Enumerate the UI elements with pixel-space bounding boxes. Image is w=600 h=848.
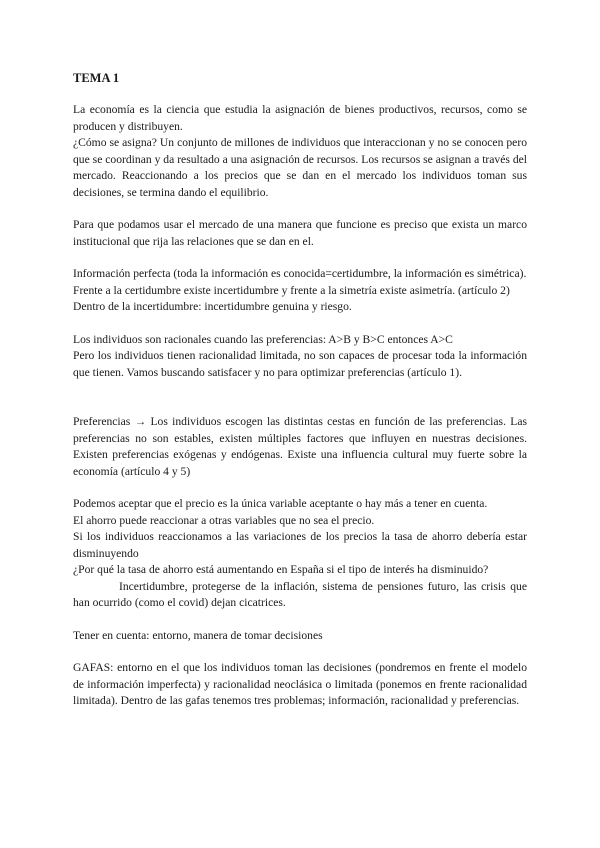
spacer bbox=[73, 612, 527, 628]
paragraph-incertidumbre-asimetria: Frente a la certidumbre existe incertidumbre y frente a la simetría existe asimetría. (artículo 2) bbox=[73, 283, 510, 297]
document-title: TEMA 1 bbox=[73, 71, 120, 85]
spacer bbox=[73, 644, 527, 660]
paragraph-como-se-asigna: ¿Cómo se asigna? Un conjunto de millones de individuos que interaccionan y no se conocen pero que se coordinan y da resultado a una asignación de recursos. Los recursos se asignan a través del mercado. Reaccionando a los precios que se dan en el mercado los individuos toman sus decisiones, se termina dando el equilibrio. bbox=[73, 136, 527, 199]
paragraph-economia-definicion: La economía es la ciencia que estudia la asignación de bienes productivos, recursos, como se producen y distribuyen. bbox=[73, 103, 527, 133]
paragraph-gafas: GAFAS: entorno en el que los individuos toman las decisiones (pondremos en frente el modelo de información imperfecta) y racionalidad neoclásica o limitada (ponemos en frente racionalidad limitada). Dentro de las gafas tenemos tres problemas; información, racionalidad y preferencias. bbox=[73, 661, 527, 707]
paragraph-incertidumbre-genuina: Dentro de la incertidumbre: incertidumbre genuina y riesgo. bbox=[73, 300, 352, 313]
paragraph-ahorro-variables: El ahorro puede reaccionar a otras variables que no sea el precio. bbox=[73, 513, 375, 527]
spacer bbox=[73, 201, 527, 217]
paragraph-tasa-ahorro-disminuyendo: Si los individuos reaccionamos a las variaciones de los precios la tasa de ahorro debería estar disminuyendo bbox=[73, 530, 527, 560]
paragraph-tener-en-cuenta: Tener en cuenta: entorno, manera de tomar decisiones bbox=[73, 628, 323, 642]
paragraph-pregunta-espana: ¿Por qué la tasa de ahorro está aumentando en España si el tipo de interés ha disminuido? bbox=[73, 563, 489, 576]
paragraph-precio-variable: Podemos aceptar que el precio es la única variable aceptante o hay más a tener en cuenta. bbox=[73, 497, 488, 510]
paragraph-marco-institucional: Para que podamos usar el mercado de una manera que funcione es preciso que exista un marco institucional que rija las relaciones que se dan en el. bbox=[73, 218, 527, 248]
paragraph-racionalidad-limitada: Pero los individuos tienen racionalidad limitada, no son capaces de procesar toda la información que tienen. Vamos buscando satisfacer y no para optimizar preferencias (artículo 1). bbox=[73, 349, 527, 379]
spacer bbox=[73, 316, 527, 332]
spacer bbox=[73, 250, 527, 266]
paragraph-racionalidad: Los individuos son racionales cuando las preferencias: A>B y B>C entonces A>C bbox=[73, 332, 453, 346]
spacer bbox=[73, 480, 527, 496]
paragraph-incertidumbre-inflacion: Incertidumbre, protegerse de la inflación, sistema de pensiones futuro, las crisis que han ocurrido (como el covid) dejan cicatrices. bbox=[73, 579, 527, 609]
spacer bbox=[73, 381, 527, 414]
document-page bbox=[73, 70, 527, 710]
paragraph-preferencias: Preferencias → Los individuos escogen las distintas cestas en función de las preferencias. Las preferencias no son estables, existen múltiples factores que influyen en nuestras decisiones. Existen preferencias exógenas y endógenas. Existe una influencia cultural muy fuerte sobre la economía (artículo 4 y 5) bbox=[73, 415, 527, 478]
paragraph-informacion-perfecta: Información perfecta (toda la información es conocida=certidumbre, la información es simétrica). bbox=[73, 267, 527, 280]
